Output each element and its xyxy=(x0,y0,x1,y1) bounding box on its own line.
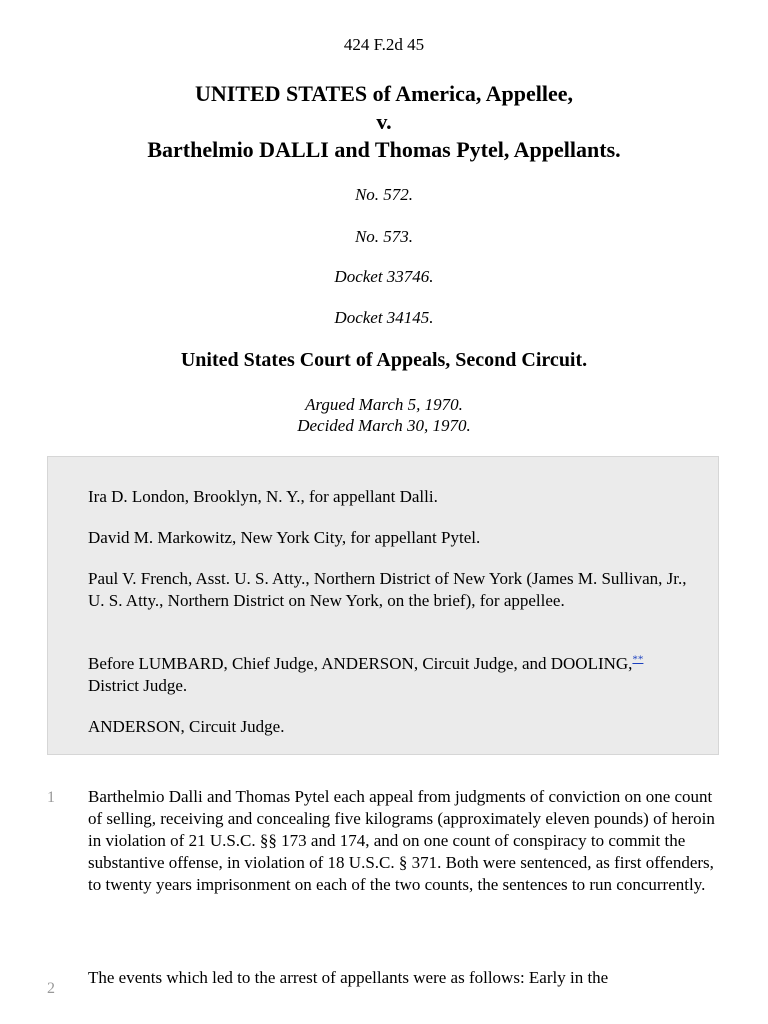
caption-appellants: Barthelmio DALLI and Thomas Pytel, Appellants. xyxy=(147,137,621,162)
paragraph-number: 2 xyxy=(47,980,55,997)
counsel-appellee: Paul V. French, Asst. U. S. Atty., Northern District of New York (James M. Sullivan, Jr., U. S. Atty., Northern District on New York, on the brief), for appellee. xyxy=(88,569,687,610)
counsel-appellant-dalli: Ira D. London, Brooklyn, N. Y., for appellant Dalli. xyxy=(88,487,438,506)
case-citation: 424 F.2d 45 xyxy=(343,35,425,54)
paragraph-number: 1 xyxy=(47,789,55,806)
caption-versus: v. xyxy=(376,109,392,134)
counsel-panel xyxy=(47,456,719,755)
caption-appellee: UNITED STATES of America, Appellee, xyxy=(194,81,574,106)
argued-date: Argued March 5, 1970. xyxy=(305,395,463,414)
opinion-paragraph: Barthelmio Dalli and Thomas Pytel each appeal from judgments of conviction on one count of selling, receiving and concealing five kilograms (approximately eleven pounds) of heroin in violation of 21 U.S.C. §§ 173 and 174, and on one count of conspiracy to commit the substantive offense, in violation of 18 U.S.C. § 371. Both were sentenced, as first offenders, to twenty years imprisonment on each of the two counts, the sentences to run concurrently. xyxy=(88,787,715,894)
counsel-appellant-pytel: David M. Markowitz, New York City, for appellant Pytel. xyxy=(88,528,481,547)
court-name: United States Court of Appeals, Second Circuit. xyxy=(180,349,588,371)
docket-number: Docket 33746. xyxy=(334,267,434,286)
docket-number: No. 573. xyxy=(354,227,414,246)
opinion-paragraph: The events which led to the arrest of appellants were as follows: Early in the xyxy=(88,968,609,987)
docket-number: No. 572. xyxy=(354,185,414,204)
panel-judges xyxy=(88,653,688,697)
opinion-author: ANDERSON, Circuit Judge. xyxy=(88,717,285,736)
case-caption xyxy=(0,80,768,164)
docket-number: Docket 34145. xyxy=(334,308,434,327)
footnote-link[interactable]: ** xyxy=(632,653,644,666)
panel-judges-text: Before LUMBARD, Chief Judge, ANDERSON, Circuit Judge, and DOOLING, xyxy=(88,654,633,673)
panel-judges-text-end: District Judge. xyxy=(88,676,188,695)
decided-date: Decided March 30, 1970. xyxy=(297,416,471,435)
case-dates xyxy=(0,394,768,436)
